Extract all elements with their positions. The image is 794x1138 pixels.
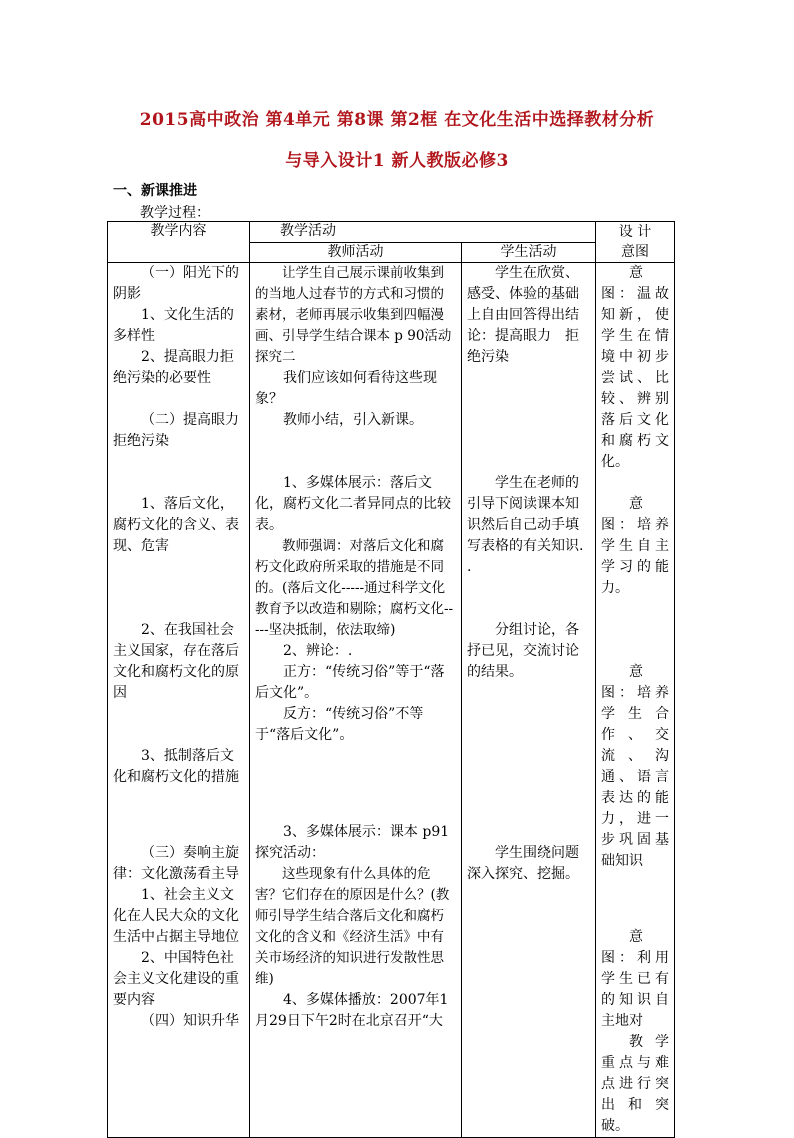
- content-item: 2、中国特色社会主义文化建设的重要内容: [113, 950, 239, 1008]
- teacher-item: 我们应该如何看待这些现象？: [255, 370, 437, 407]
- teacher-item: 2、辨论：.: [283, 643, 353, 659]
- document-title-line1: 2015高中政治 第4单元 第8课 第2框 在文化生活中选择教材分析: [139, 110, 655, 130]
- content-item: （三）奏响主旋律：文化激荡看主导: [113, 845, 239, 882]
- teacher-item: 1、多媒体展示：落后文化，腐朽文化二者异同点的比较表。: [255, 475, 451, 533]
- design-item: 意图：培养学生自主学习的能力。: [601, 496, 669, 596]
- content-item: 3、抵制落后文化和腐朽文化的措施: [113, 748, 239, 785]
- content-item: 1、社会主义文化在人民大众的文化生活中占据主导地位: [113, 887, 239, 945]
- teacher-item: 反方：“传统习俗”不等于“落后文化”。: [255, 706, 424, 743]
- header-activity: 教学活动: [250, 222, 596, 243]
- student-item: 学生在欣赏、感受、体验的基础上自由回答得出结论：提高眼力 拒绝污染: [467, 265, 579, 365]
- teacher-column: [250, 263, 462, 1138]
- section-heading: 一、新课推进: [113, 183, 197, 199]
- design-item: 意图：温故知新，使学生在情境中初步尝试、比较、辨别落后文化和腐朽文化。: [601, 265, 669, 470]
- teacher-item: 正方：“传统习俗”等于“落后文化”。: [255, 664, 445, 701]
- design-item: 教学重点与难点进行突出和突破。: [601, 1034, 669, 1134]
- content-item: （一）阳光下的阴影: [113, 265, 239, 302]
- process-label: 教学过程：: [140, 205, 210, 221]
- content-item: 1、落后文化，腐朽文化的含义、表现、危害: [113, 496, 239, 554]
- student-column: [462, 263, 596, 1138]
- student-item: 学生在老师的引导下阅读课本知识然后自己动手填写表格的有关知识. .: [467, 475, 584, 575]
- design-column: [596, 263, 675, 1138]
- design-item: 意图：利用学生已有的知识自主地对: [601, 929, 669, 1029]
- teacher-item: 3、多媒体展示：课本 p91探究活动：: [255, 824, 450, 861]
- header-teacher: 教师活动: [250, 242, 462, 263]
- content-item: 1、文化生活的多样性: [113, 307, 234, 344]
- teacher-item: 这些现象有什么具体的危害？它们存在的原因是什么？(教师引导学生结合落后文化和腐朽文化的含义和《经济生活》中有关市场经济的知识进行发散性思维): [255, 866, 450, 987]
- content-item: （二）提高眼力拒绝污染: [113, 412, 239, 449]
- teacher-item: 教师强调：对落后文化和腐朽文化政府所采取的措施是不同的。(落后文化-----通过科学文化教育予以改造和剔除；腐朽文化-----坚决抵制，依法取缔): [255, 538, 454, 638]
- student-item: 分组讨论，各抒已见，交流讨论的结果。: [467, 622, 579, 680]
- header-student: 学生活动: [462, 242, 596, 263]
- content-item: （四）知识升华: [141, 1013, 239, 1029]
- student-item: 学生围绕问题深入探究、挖掘。: [467, 845, 579, 882]
- teacher-item: 4、多媒体播放：2007年1月29日下午2时在北京召开“大: [255, 992, 449, 1029]
- teacher-item: 教师小结，引入新课。: [283, 412, 423, 428]
- teacher-item: 让学生自己展示课前收集到的当地人过春节的方式和习惯的素材，老师再展示收集到四幅漫画、引导学生结合课本 p 90活动探究二: [255, 265, 452, 365]
- content-item: 2、提高眼力拒绝污染的必要性: [113, 349, 234, 386]
- lesson-table: [107, 221, 675, 1138]
- header-content: 教学内容: [108, 222, 250, 263]
- content-column: [108, 263, 250, 1138]
- header-design: 设 计 意图: [596, 222, 675, 263]
- design-item: 意图：培养学生合作、交流、沟通、语言表达的能力，进一步巩固基础知识: [601, 664, 669, 869]
- content-item: 2、在我国社会主义国家，存在落后文化和腐朽文化的原因: [113, 622, 239, 701]
- document-title-line2: 与导入设计1 新人教版必修3: [285, 151, 509, 171]
